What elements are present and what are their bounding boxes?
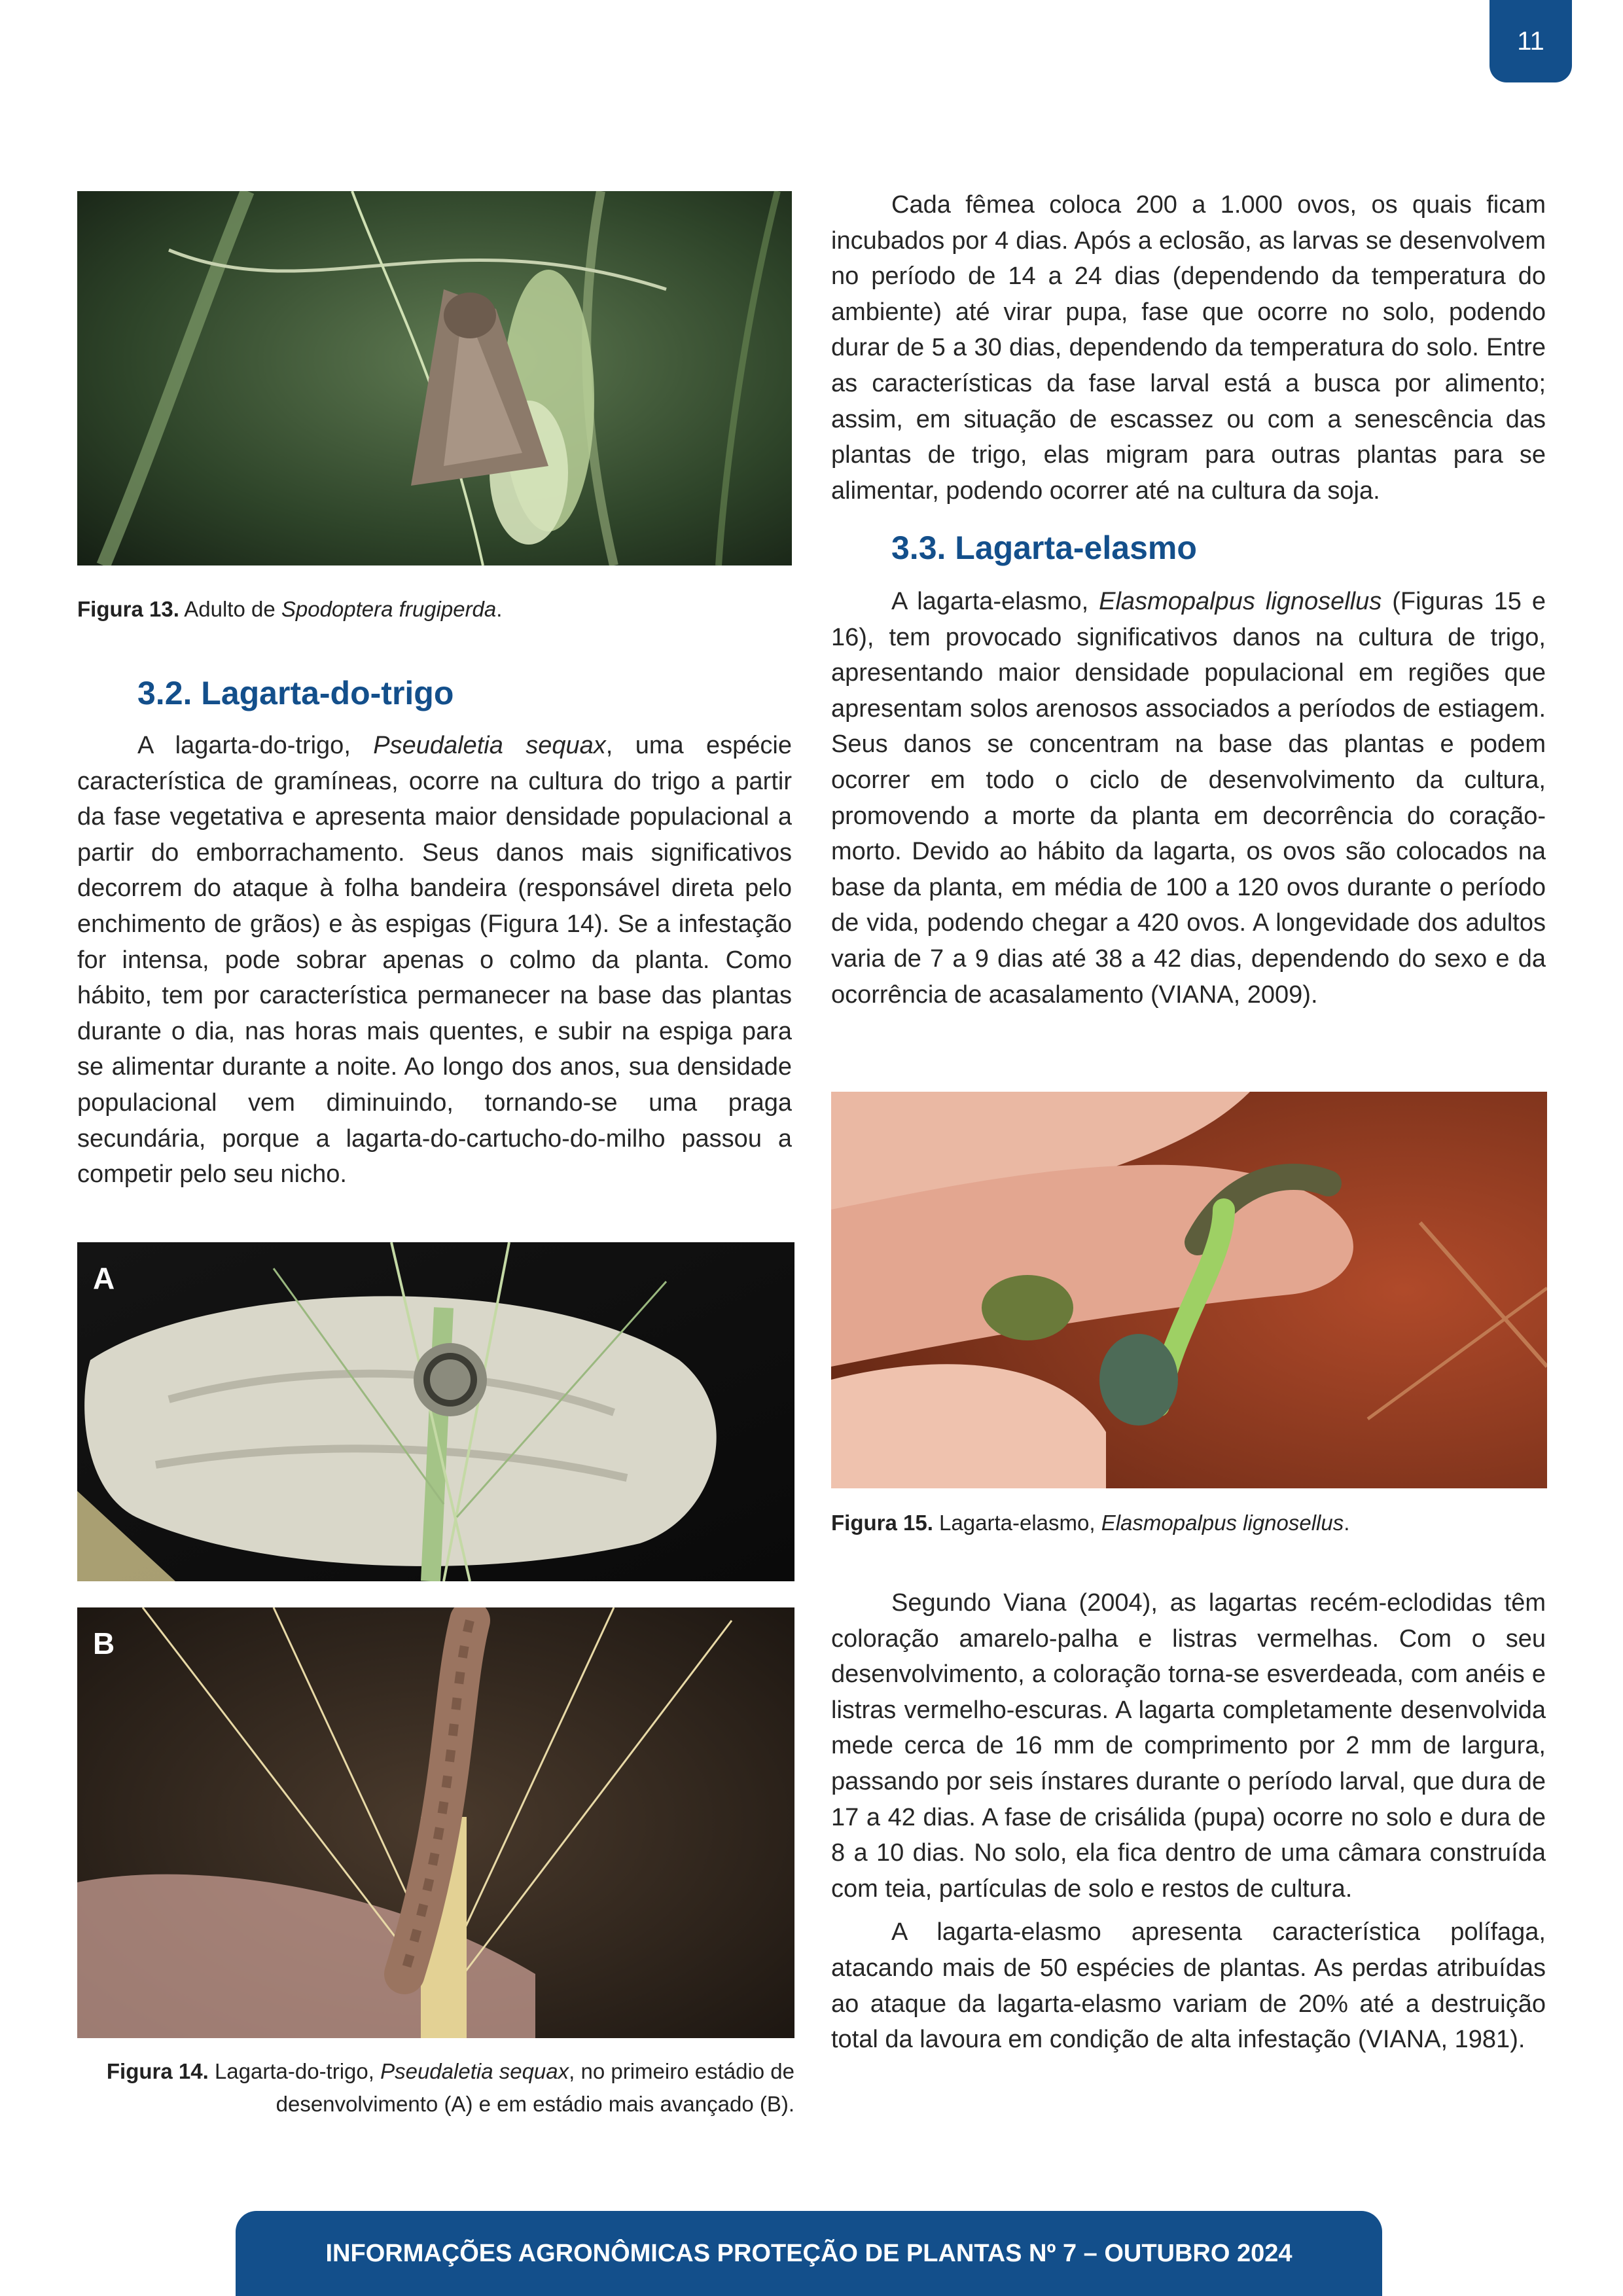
right-intro-paragraph: Cada fêmea coloca 200 a 1.000 ovos, os quais ficam incubados por 4 dias. Após a eclosão, as larvas se desenvolvem no período de 14 a 24 dias (dependendo da temperatura do ambiente) até virar pupa, fase que ocorre no solo, podendo durar de 5 a 30 dias, dependendo da temperatura do solo. Entre as características da fase larval está a busca por alimento; assim, em situação de escassez ou com a senescência das plantas de trigo, elas migram para outras plantas para se alimentar, podendo ocorrer até na cultura da soja. bbox=[831, 191, 1546, 505]
s33-p1-species: Elasmopalpus lignosellus bbox=[1099, 588, 1382, 615]
s32-p1-species: Pseudaletia sequax bbox=[373, 732, 606, 759]
s33-p1-post: (Figuras 15 e 16), tem provocado significativos danos na cultura de trigo, apresentando maior densidade populacional em regiões que apresentam solos arenosos associados a períodos de estiagem. Seus danos se concentram na base das plantas e podem ocorrer em todo o ciclo de desenvolvimento da cultura, promovendo a morte da planta em decorrência do coração-morto. Devido ao hábito da lagarta, os ovos são colocados na base da planta, em média de 100 a 120 ovos durante o período de vida, podendo chegar a 420 ovos. A longevidade dos adultos varia de 7 a 9 dias até 38 a 42 dias, dependendo do sexo e da ocorrência de acasalamento (VIANA, 2009). bbox=[831, 588, 1546, 1009]
figure-14-species: Pseudaletia sequax bbox=[380, 2059, 569, 2083]
section-3-2-title: 3.2. Lagarta-do-trigo bbox=[137, 675, 454, 711]
figure-13-text-pre: Adulto de bbox=[179, 597, 281, 621]
s32-p1-post: , uma espécie característica de gramíneas, ocorre na cultura do trigo a partir da fase vegetativa e apresenta maior densidade populacional a partir do emborrachamento. Seus danos mais significativos decorrem do ataque à folha bandeira (responsável direta pelo enchimento de grãos) e às espigas (Figura 14). Se a infestação for intensa, pode sobrar apenas o colmo da planta. Como hábito, tem por característica permanecer na base das plantas durante o dia, nas horas mais quentes, e subir na espiga para se alimentar durante a noite. Ao longo dos anos, sua densidade populacional vem diminuindo, tornando-se uma praga secundária, porque a lagarta-do-cartucho-do-milho passou a competir pelo seu nicho. bbox=[77, 732, 793, 1189]
caterpillar-glove-illustration bbox=[77, 1242, 794, 1581]
footer-text: INFORMAÇÕES AGRONÔMICAS PROTEÇÃO DE PLANTAS Nº 7 – OUTUBRO 2024 bbox=[325, 2239, 1293, 2267]
figure-15-label: Figura 15. bbox=[831, 1511, 933, 1535]
section-3-2-body bbox=[77, 728, 792, 1200]
figure-14b-photo bbox=[77, 1607, 794, 2038]
right-bottom-paragraph-1: Segundo Viana (2004), as lagartas recém-eclodidas têm coloração amarelo-palha e listras vermelhas. Com o seu desenvolvimento, a coloração torna-se esverdeada, com anéis e listras vermelho-escuras. A lagarta completamente desenvolvida mede cerca de 16 mm de comprimento por 2 mm de largura, passando por seis ínstares durante o período larval, que dura de 17 a 42 dias. A fase de crisálida (pupa) ocorre no solo e dura de 8 a 10 dias. No solo, ela fica dentro de uma câmara construída com teia, partículas de solo e restos de cultura. bbox=[831, 1589, 1546, 1903]
section-3-3-title: 3.3. Lagarta-elasmo bbox=[891, 529, 1197, 566]
right-bottom-body bbox=[831, 1585, 1546, 2066]
figure-14-label: Figura 14. bbox=[106, 2059, 209, 2083]
figure-15-species: Elasmopalpus lignosellus bbox=[1101, 1511, 1344, 1535]
caterpillar-wheat-illustration bbox=[77, 1607, 794, 2038]
s32-p1-pre: A lagarta-do-trigo, bbox=[137, 732, 374, 759]
figure-15-photo bbox=[831, 1092, 1547, 1488]
figure-13-caption bbox=[77, 593, 792, 626]
section-3-3-paragraph bbox=[831, 584, 1546, 1013]
s33-p1-pre: A lagarta-elasmo, bbox=[891, 588, 1099, 615]
figure-14-panel-b-label: B bbox=[93, 1626, 115, 1660]
right-bottom-paragraph-2: A lagarta-elasmo apresenta característica polífaga, atacando mais de 50 espécies de plantas. As perdas atribuídas ao ataque da lagarta-elasmo variam de 20% até a destruição total da lavoura em condição de alta infestação (VIANA, 1981). bbox=[831, 1918, 1546, 2054]
moth-photo-illustration bbox=[77, 191, 792, 565]
figure-13-label: Figura 13. bbox=[77, 597, 179, 621]
caterpillar-finger-illustration bbox=[831, 1092, 1547, 1488]
figure-15-text-post: . bbox=[1344, 1511, 1350, 1535]
figure-14a-photo bbox=[77, 1242, 794, 1581]
footer-banner bbox=[236, 2211, 1382, 2296]
figure-13-photo bbox=[77, 191, 792, 565]
figure-15-text-pre: Lagarta-elasmo, bbox=[933, 1511, 1101, 1535]
figure-14-text-post: , no primeiro estádio de desenvolvimento (A) e em estádio mais avançado (B). bbox=[276, 2059, 794, 2116]
section-3-2-paragraph bbox=[77, 728, 792, 1193]
figure-13-species: Spodoptera frugiperda bbox=[281, 597, 497, 621]
figure-14-text-pre: Lagarta-do-trigo, bbox=[208, 2059, 381, 2083]
figure-13-text-post: . bbox=[496, 597, 503, 621]
section-3-3-body bbox=[831, 584, 1546, 1020]
figure-14-caption bbox=[77, 2055, 794, 2121]
page-number: 11 bbox=[1489, 0, 1572, 82]
figure-14-panel-a-label: A bbox=[93, 1261, 115, 1295]
right-intro-body bbox=[831, 187, 1546, 516]
figure-15-caption bbox=[831, 1507, 1547, 1539]
